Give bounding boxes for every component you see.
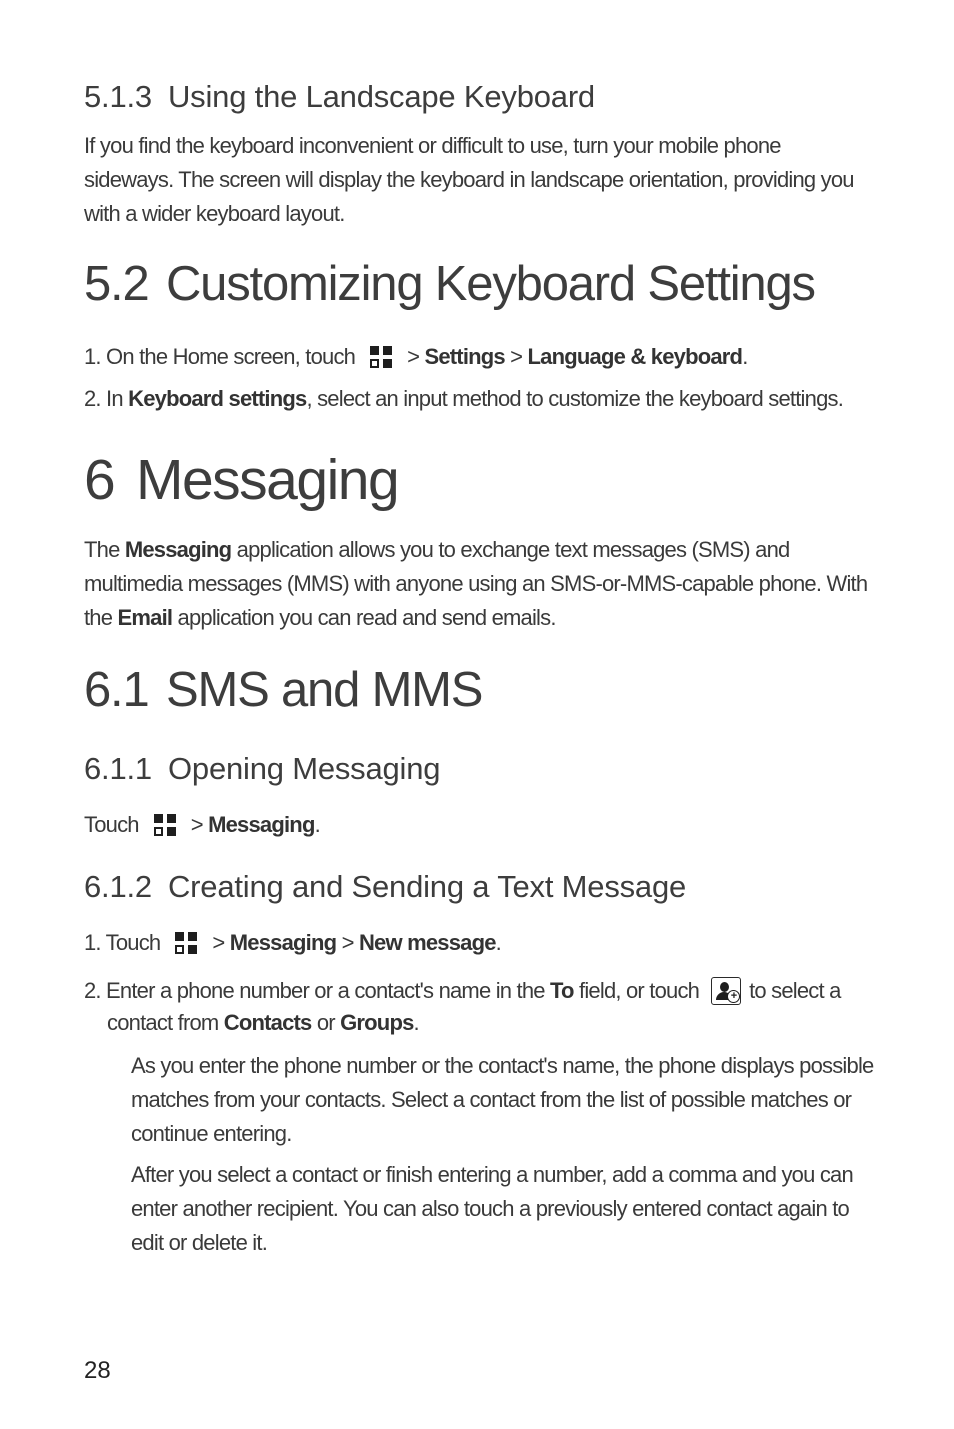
app-messaging: Messaging: [208, 812, 315, 837]
app-email: Email: [117, 605, 173, 630]
menu-keyboard-settings: Keyboard settings: [128, 386, 307, 411]
separator: >: [190, 812, 203, 837]
step-text: Touch: [84, 812, 139, 837]
step-6-1-2-1: [84, 930, 501, 956]
step-text: to select a: [749, 978, 841, 1003]
app-messaging: Messaging: [124, 537, 232, 562]
separator: >: [212, 930, 225, 955]
period: .: [314, 812, 320, 837]
paragraph-landscape: If you find the keyboard inconvenient or difficult to use, turn your mobile phone sideways. The screen will display the keyboard in landscape orientation, providing you with a wider keyboard layout.: [84, 133, 854, 226]
chapter-number: 6: [84, 448, 115, 512]
step-5-2-1: [84, 344, 748, 370]
step-text: , select an input method to customize the keyboard settings.: [306, 386, 844, 411]
apps-grid-icon: [369, 346, 393, 368]
section-number: 5.2: [84, 257, 149, 311]
separator: >: [407, 344, 420, 369]
paragraph-messaging-intro: [84, 533, 874, 635]
heading-6: [84, 447, 398, 513]
text: application you can read and send emails.: [177, 605, 556, 630]
text: The: [84, 537, 120, 562]
heading-6-1-1: [84, 751, 440, 787]
step-text: or: [316, 1010, 335, 1035]
menu-settings: Settings: [424, 344, 505, 369]
step-text: 2. In: [84, 386, 123, 411]
app-messaging: Messaging: [229, 930, 337, 955]
section-number: 5.1.3: [84, 79, 152, 114]
line-open-messaging: [84, 812, 320, 838]
heading-5-2: [84, 256, 815, 312]
step-text: contact from: [107, 1010, 219, 1035]
step-text: field, or touch: [579, 978, 700, 1003]
period: .: [742, 344, 748, 369]
heading-6-1-2: [84, 869, 686, 905]
add-contact-icon: +: [711, 977, 741, 1005]
section-title: Using the Landscape Keyboard: [168, 79, 595, 114]
tab-contacts: Contacts: [223, 1010, 312, 1035]
menu-new-message: New message: [358, 930, 496, 955]
step-5-2-2: [84, 386, 843, 412]
separator: >: [341, 930, 354, 955]
heading-5-1-3: [84, 79, 595, 115]
step-6-1-2-2-line1: [84, 977, 841, 1005]
menu-language-keyboard: Language & keyboard: [527, 344, 743, 369]
text: application allows you to exchange text messages (SMS) and multimedia messages (MMS) with anyone using an SMS-or-MMS-capable phone. With the: [84, 537, 868, 630]
section-title: Opening Messaging: [168, 751, 441, 786]
separator: >: [510, 344, 523, 369]
paragraph-matches: As you enter the phone number or the contact's name, the phone displays possible matches from your contacts. Select a contact from the list of possible matches or continue entering.: [131, 1053, 874, 1146]
section-number: 6.1.2: [84, 869, 152, 904]
heading-6-1: [84, 662, 482, 718]
period: .: [495, 930, 501, 955]
section-title: Creating and Sending a Text Message: [168, 869, 687, 904]
step-text: 1. Touch: [84, 930, 161, 955]
step-text: 1. On the Home screen, touch: [84, 344, 356, 369]
page-number: 28: [84, 1357, 111, 1384]
step-6-1-2-2-line2: [107, 1010, 419, 1036]
period: .: [413, 1010, 419, 1035]
apps-grid-icon: [153, 814, 177, 836]
section-title: Customizing Keyboard Settings: [166, 257, 815, 311]
step-text: 2. Enter a phone number or a contact's name in the: [84, 978, 545, 1003]
chapter-title: Messaging: [136, 448, 399, 512]
section-number: 6.1.1: [84, 751, 152, 786]
section-number: 6.1: [84, 663, 149, 717]
field-to: To: [550, 978, 574, 1003]
section-title: SMS and MMS: [166, 663, 483, 717]
apps-grid-icon: [174, 932, 198, 954]
tab-groups: Groups: [340, 1010, 414, 1035]
paragraph-recipients: After you select a contact or finish entering a number, add a comma and you can enter another recipient. You can also touch a previously entered contact again to edit or delete it.: [131, 1162, 853, 1255]
